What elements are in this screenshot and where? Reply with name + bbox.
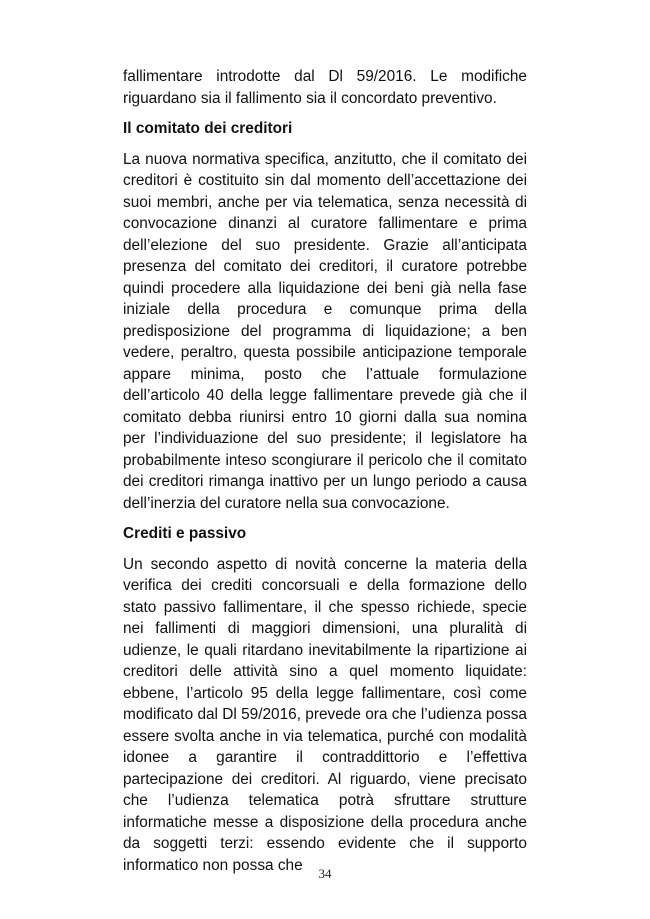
paragraph-crediti: Un secondo aspetto di novità concerne la materia della verifica dei crediti concorsuali e della formazione dello stato passivo fallimentare, il che spesso richiede, specie nei fallimenti di maggiori dimensioni, una pluralità di udienze, le quali ritardano inevitabilmente la ripartizione ai creditori delle attività sino a quel momento liquidate: ebbene, l’articolo 95 della legge fallimentare, così come modificato dal Dl 59/2016, prevede ora che l’udienza possa essere svolta anche in via telematica, purché con modalità idonee a garantire il contraddittorio e l’effettiva partecipazione dei creditori. Al riguardo, viene precisato che l’udienza telematica potrà sfruttare strutture informatiche messe a disposizione della procedura anche da soggetti terzi: essendo evidente che il supporto informatico non possa che [123, 555, 527, 874]
heading-crediti-passivo: Crediti e passivo [123, 525, 247, 542]
page-body [123, 66, 527, 876]
paragraph-comitato: La nuova normativa specifica, anzitutto, che il comitato dei creditori è costituito sin dal momento dell’accettazione dei suoi membri, anche per via telematica, senza necessità di convocazione dinanzi al curatore fallimentare e prima dell’elezione del suo presidente. Grazie all’anticipata presenza del comitato dei creditori, il curatore potrebbe quindi procedere alla liquidazione dei beni già nella fase iniziale della procedura e comunque prima della predisposizione del programma di liquidazione; a ben vedere, peraltro, questa possibile anticipazione temporale appare minima, posto che l’attuale formulazione dell’articolo 40 della legge fallimentare prevede già che il comitato debba riunirsi entro 10 giorni dalla sua nomina per l’individuazione del suo presidente; il legislatore ha probabilmente inteso scongiurare il pericolo che il comitato dei creditori rimanga inattivo per un lungo periodo a causa dell’inerzia del curatore nella sua convocazione. [123, 150, 527, 512]
heading-comitato-creditori: Il comitato dei creditori [123, 120, 293, 137]
page-number: 34 [318, 866, 332, 881]
paragraph-intro: fallimentare introdotte dal Dl 59/2016. Le modifiche riguardano sia il fallimento sia il concordato preventivo. [123, 68, 527, 107]
